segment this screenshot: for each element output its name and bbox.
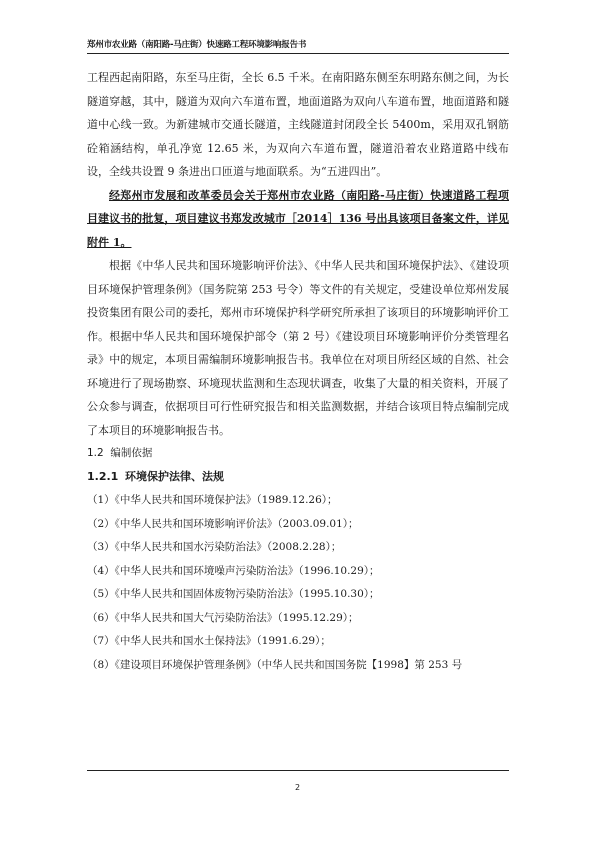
subsection-number: 1.2.1 (87, 470, 119, 483)
list-item: （8）《建设项目环境保护管理条例》（中华人民共和国国务院【1998】第 253 号 (87, 658, 463, 671)
list-item: （5）《中华人民共和国固体废物污染防治法》（1995.10.30）； (87, 588, 380, 600)
law-list (87, 489, 509, 677)
paragraph-project-overview: 工程西起南阳路，东至马庄街，全长 6.5 千米。在南阳路东侧至东明路东侧之间，为长隧道穿越，其中，隧道为双向六车道布置，地面道路为双向八车道布置，地面道路和隧道中心线一致。为新建城市交通长隧道，主线隧道封闭段全长 5400m，采用双孔钢筋砼箱涵结构，单孔净宽 12.65 米，为双向六车道布置，隧道沿着农业路道路中线布设，全线共设置 9 条进出口匝道与地面联系。为“五进四出”。 (87, 71, 509, 178)
section-heading (87, 442, 509, 465)
page-header (87, 38, 509, 54)
paragraph-approval: 经郑州市发展和改革委员会关于郑州市农业路（南阳路-马庄街）快速道路工程项目建议书的批复，项目建议书郑发改城市［2014］136 号出具该项目备案文件，详见附件 1。 (87, 188, 509, 249)
footer-divider (87, 770, 509, 771)
list-item: （1）《中华人民共和国环境保护法》（1989.12.26）； (87, 494, 338, 506)
list-item: （7）《中华人民共和国水土保持法》（1991.6.29）； (87, 635, 331, 647)
list-item: （3）《中华人民共和国水污染防治法》（2008.2.28）； (87, 541, 342, 553)
list-item: （2）《中华人民共和国环境影响评价法》（2003.09.01）； (87, 517, 359, 530)
section-number: 1.2 (87, 447, 104, 459)
list-item: （6）《中华人民共和国大气污染防治法》（1995.12.29）； (87, 611, 359, 624)
subsection-title: 环境保护法律、法规 (125, 470, 224, 483)
paragraph-legal-basis: 根据《中华人民共和国环境影响评价法》、《中华人民共和国环境保护法》、《建设项目环境保护管理条例》（国务院第 253 号令）等文件的有关规定，受建设单位郑州发展投资集团有限公司的委托，郑州市环境保护科学研究所承担了该项目的环境影响评价工作。根据中华人民共和国环境保护部令（第 2 号）《建设项目环境影响评价分类管理名录》中的规定，本项目需编制环境影响报告书。我单位在对项目所经区域的自然、社会环境进行了现场勘察、环境现状监测和生态现状调查，收集了大量的相关资料，开展了公众参与调查，依据项目可行性研究报告和相关监测数据，并结合该项目特点编制完成了本项目的环境影响报告书。 (87, 259, 509, 437)
subsection-heading (87, 465, 509, 489)
section-title: 编制依据 (110, 447, 153, 459)
document-body (87, 66, 509, 677)
page-number: 2 (294, 783, 301, 792)
list-item: （4）《中华人民共和国环境噪声污染防治法》（1996.10.29）； (87, 564, 380, 577)
header-title: 郑州市农业路（南阳路-马庄街）快速路工程环境影响报告书 (87, 40, 307, 50)
